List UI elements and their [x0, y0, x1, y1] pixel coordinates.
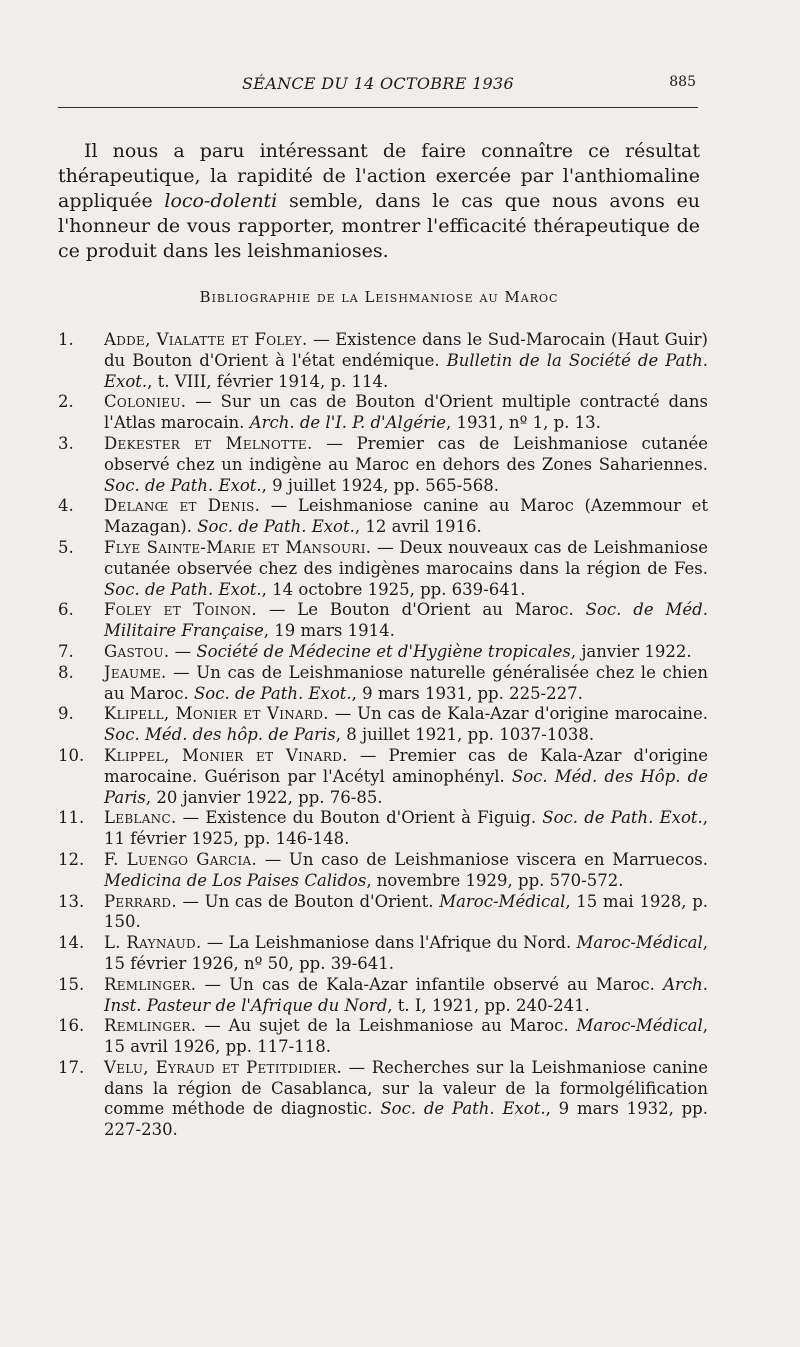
bibliography-entry-details: , janvier 1922.	[570, 641, 692, 661]
bibliography-entry-authors: Leblanc.	[104, 808, 177, 828]
bibliography-entry-authors: Adde, Vialatte et Foley.	[104, 330, 308, 349]
bibliography-entry-journal: Soc. de Path. Exot.	[380, 1099, 546, 1119]
bibliography-entry-journal: Bulletin de la Société de Path. Exot.	[104, 350, 708, 391]
bibliography-entry-text: — Leishmaniose canine au Maroc (Azemmour et Mazagan).	[104, 496, 708, 537]
bibliography-heading: Bibliographie de la Leishmaniose au Maroc	[199, 288, 559, 306]
bibliography-entry-details: , 15 février 1926, nº 50, pp. 39-641.	[104, 933, 709, 973]
bibliography-entry-details: , 19 mars 1914.	[263, 621, 395, 641]
bibliography-entry-text: —	[169, 641, 197, 661]
bibliography-entry-text: — Existence dans le Sud-Marocain (Haut Guir) du Bouton d'Orient à l'état endémique.	[104, 330, 708, 370]
intro-text-2: semble, dans le cas que nous avons eu l'honneur de vous rapporter, montrer l'efficacité thérapeutique de ce produit dans les leishmanioses.	[58, 190, 700, 262]
bibliography-entry-details: , t. I, 1921, pp. 240-241.	[387, 995, 590, 1015]
intro-paragraph	[58, 139, 700, 264]
bibliography-entry-journal: Soc. de Path. Exot.	[197, 517, 355, 537]
bibliography-entry	[58, 538, 708, 600]
bibliography-entry-authors: Foley et Toinon.	[104, 600, 257, 620]
bibliography-entry	[58, 642, 708, 663]
bibliography-entry-number: 6.	[58, 600, 74, 620]
bibliography-entry-authors: Klipell, Monier et Vinard.	[104, 704, 329, 724]
bibliography-entry-journal: Soc. de Path. Exot.	[104, 579, 262, 599]
bibliography-entry-journal: Maroc-Médical	[439, 891, 566, 911]
intro-text-1: Il nous a paru intéressant de faire connaître ce résultat thérapeutique, la rapidité de l'action exercée par l'anthiomaline appliquée	[58, 140, 700, 212]
bibliography-entry-number: 4.	[58, 496, 74, 516]
bibliography-entry	[58, 1016, 708, 1058]
bibliography-entry-details: , t. VIII, février 1914, p. 114.	[147, 371, 389, 391]
bibliography-entry-details: , 1931, nº 1, p. 13.	[446, 413, 601, 433]
bibliography-entry-text: — Premier cas de Leishmaniose cutanée observé chez un indigène au Maroc en dehors des Zones Sahariennes.	[104, 433, 709, 474]
bibliography-entry-number: 12.	[58, 849, 85, 869]
bibliography-entry-text: — Un cas de Leishmaniose naturelle généralisée chez le chien au Maroc.	[104, 662, 708, 703]
bibliography-entry-text: — Recherches sur la Leishmaniose canine dans la région de Casablanca, sur la valeur de la formolgélification comme méthode de diagnostic.	[104, 1057, 708, 1119]
bibliography-entry-number: 8.	[58, 662, 74, 682]
bibliography-entry-authors: Jeaume.	[104, 662, 167, 682]
bibliography-entry-journal: Société de Médecine et d'Hygiène tropicales	[196, 641, 571, 661]
bibliography-entry-number: 9.	[58, 704, 74, 724]
bibliography-entry-details: , 20 janvier 1922, pp. 76-85.	[145, 787, 383, 807]
bibliography-entry-details: , 14 octobre 1925, pp. 639-641.	[261, 579, 526, 599]
header-rule	[58, 107, 698, 108]
bibliography-entry-authors: Klippel, Monier et Vinard.	[104, 745, 348, 765]
bibliography-entry	[58, 496, 708, 538]
bibliography-entry-number: 17.	[58, 1057, 85, 1077]
bibliography-entry-text: — Un cas de Bouton d'Orient.	[176, 891, 440, 911]
bibliography-entry-authors: Dekester et Melnotte.	[104, 433, 313, 453]
bibliography-entry	[58, 746, 708, 808]
bibliography-entry-text: — Existence du Bouton d'Orient à Figuig.	[176, 808, 543, 828]
bibliography-entry-text: — Un caso de Leishmaniose viscera en Marruecos.	[257, 849, 708, 869]
bibliography-entry-text: — La Leishmaniose dans l'Afrique du Nord.	[201, 933, 577, 953]
running-title: SÉANCE DU 14 OCTOBRE 1936	[242, 74, 514, 93]
bibliography-entry-journal: Maroc-Médical	[576, 1016, 703, 1036]
bibliography-entry-text: — Le Bouton d'Orient au Maroc.	[256, 600, 586, 620]
bibliography-entry-number: 16.	[58, 1016, 85, 1036]
bibliography-entry	[58, 392, 708, 434]
bibliography-entry-text: — Sur un cas de Bouton d'Orient multiple contracté dans l'Atlas marocain.	[104, 392, 708, 433]
bibliography-entry-text: — Un cas de Kala-Azar infantile observé au Maroc.	[196, 974, 664, 994]
bibliography-entry-number: 2.	[58, 392, 74, 412]
bibliography-entry-journal: Arch. de l'I. P. d'Algérie	[249, 413, 447, 433]
intro-italic: loco-dolenti	[164, 190, 278, 212]
bibliography-entry-authors: Colonieu.	[104, 392, 187, 412]
bibliography-entry-number: 1.	[58, 330, 74, 349]
bibliography-entry	[58, 663, 708, 705]
bibliography-entry-details: , 11 février 1925, pp. 146-148.	[104, 808, 708, 849]
bibliography-entry-number: 14.	[58, 933, 85, 953]
bibliography-entry-authors: Flye Sainte-Marie et Mansouri.	[104, 537, 372, 557]
bibliography-entry-authors: Gastou.	[104, 641, 170, 661]
bibliography-entry-number: 5.	[58, 537, 74, 557]
bibliography-entry-journal: Soc. Méd. des Hôp. de Paris	[104, 766, 708, 807]
page-number: 885	[669, 74, 696, 90]
bibliography-entry-journal: Arch. Inst. Pasteur de l'Afrique du Nord	[104, 974, 708, 1015]
bibliography-entry-authors: Remlinger.	[104, 1016, 197, 1036]
bibliography-entry-number: 10.	[58, 745, 85, 765]
bibliography-entry-text: — Premier cas de Kala-Azar d'origine marocaine. Guérison par l'Acétyl aminophényl.	[104, 745, 708, 786]
bibliography-entry-authors: Delanœ et Denis.	[104, 496, 261, 516]
bibliography-entry-authors: Perrard.	[104, 891, 177, 911]
bibliography-entry-details: , 9 mars 1932, pp. 227-230.	[104, 1099, 708, 1140]
bibliography-entry-journal: Soc. Méd. des hôp. de Paris	[104, 725, 336, 745]
bibliography-entry-journal: Medicina de Los Paises Calidos	[104, 870, 367, 890]
bibliography-entry-number: 3.	[58, 433, 74, 453]
bibliography-entry	[58, 933, 708, 975]
bibliography-entry-details: , 9 mars 1931, pp. 225-227.	[351, 683, 583, 703]
bibliography-list	[58, 330, 708, 1141]
bibliography-entry	[58, 600, 708, 642]
bibliography-entry-number: 15.	[58, 974, 85, 994]
bibliography-entry-details: , 15 mai 1928, p. 150.	[104, 891, 708, 932]
bibliography-entry-authors: L. Raynaud.	[104, 933, 202, 953]
bibliography-entry-number: 7.	[58, 641, 74, 661]
bibliography-entry-journal: Soc. de Méd. Militaire Française	[104, 600, 708, 641]
bibliography-entry-journal: Soc. de Path. Exot.	[542, 808, 703, 828]
bibliography-entry-details: , 12 avril 1916.	[354, 517, 482, 537]
bibliography-entry-details: , 8 juillet 1921, pp. 1037-1038.	[335, 725, 595, 745]
bibliography-entry	[58, 1058, 708, 1141]
bibliography-entry	[58, 330, 708, 392]
bibliography-entry	[58, 704, 708, 746]
bibliography-entry-number: 13.	[58, 891, 85, 911]
bibliography-entry-journal: Maroc-Médical	[576, 933, 703, 953]
bibliography-entry-details: , 15 avril 1926, pp. 117-118.	[104, 1016, 708, 1057]
bibliography-entry	[58, 975, 708, 1017]
bibliography-entry-journal: Soc. de Path. Exot.	[194, 683, 352, 703]
bibliography-entry	[58, 850, 708, 892]
bibliography-entry-details: , novembre 1929, pp. 570-572.	[366, 870, 624, 890]
bibliography-entry-text: — Au sujet de la Leishmaniose au Maroc.	[196, 1016, 577, 1036]
bibliography-entry	[58, 808, 708, 850]
bibliography-entry-text: — Un cas de Kala-Azar d'origine marocaine.	[328, 704, 709, 724]
bibliography-entry-details: , 9 juillet 1924, pp. 565-568.	[261, 475, 500, 495]
page-header	[58, 70, 698, 110]
bibliography-entry-authors: Remlinger.	[104, 974, 197, 994]
bibliography-entry	[58, 892, 708, 934]
bibliography-entry-authors: F. Luengo Garcia.	[104, 849, 258, 869]
bibliography-entry-number: 11.	[58, 808, 85, 828]
bibliography-entry-authors: Velu, Eyraud et Petitdidier.	[104, 1057, 343, 1077]
bibliography-entry-journal: Soc. de Path. Exot.	[104, 475, 262, 495]
bibliography-entry	[58, 434, 708, 496]
bibliography-entry-text: — Deux nouveaux cas de Leishmaniose cutanée observée chez des indigènes marocains dans la région de Fes.	[104, 537, 708, 578]
